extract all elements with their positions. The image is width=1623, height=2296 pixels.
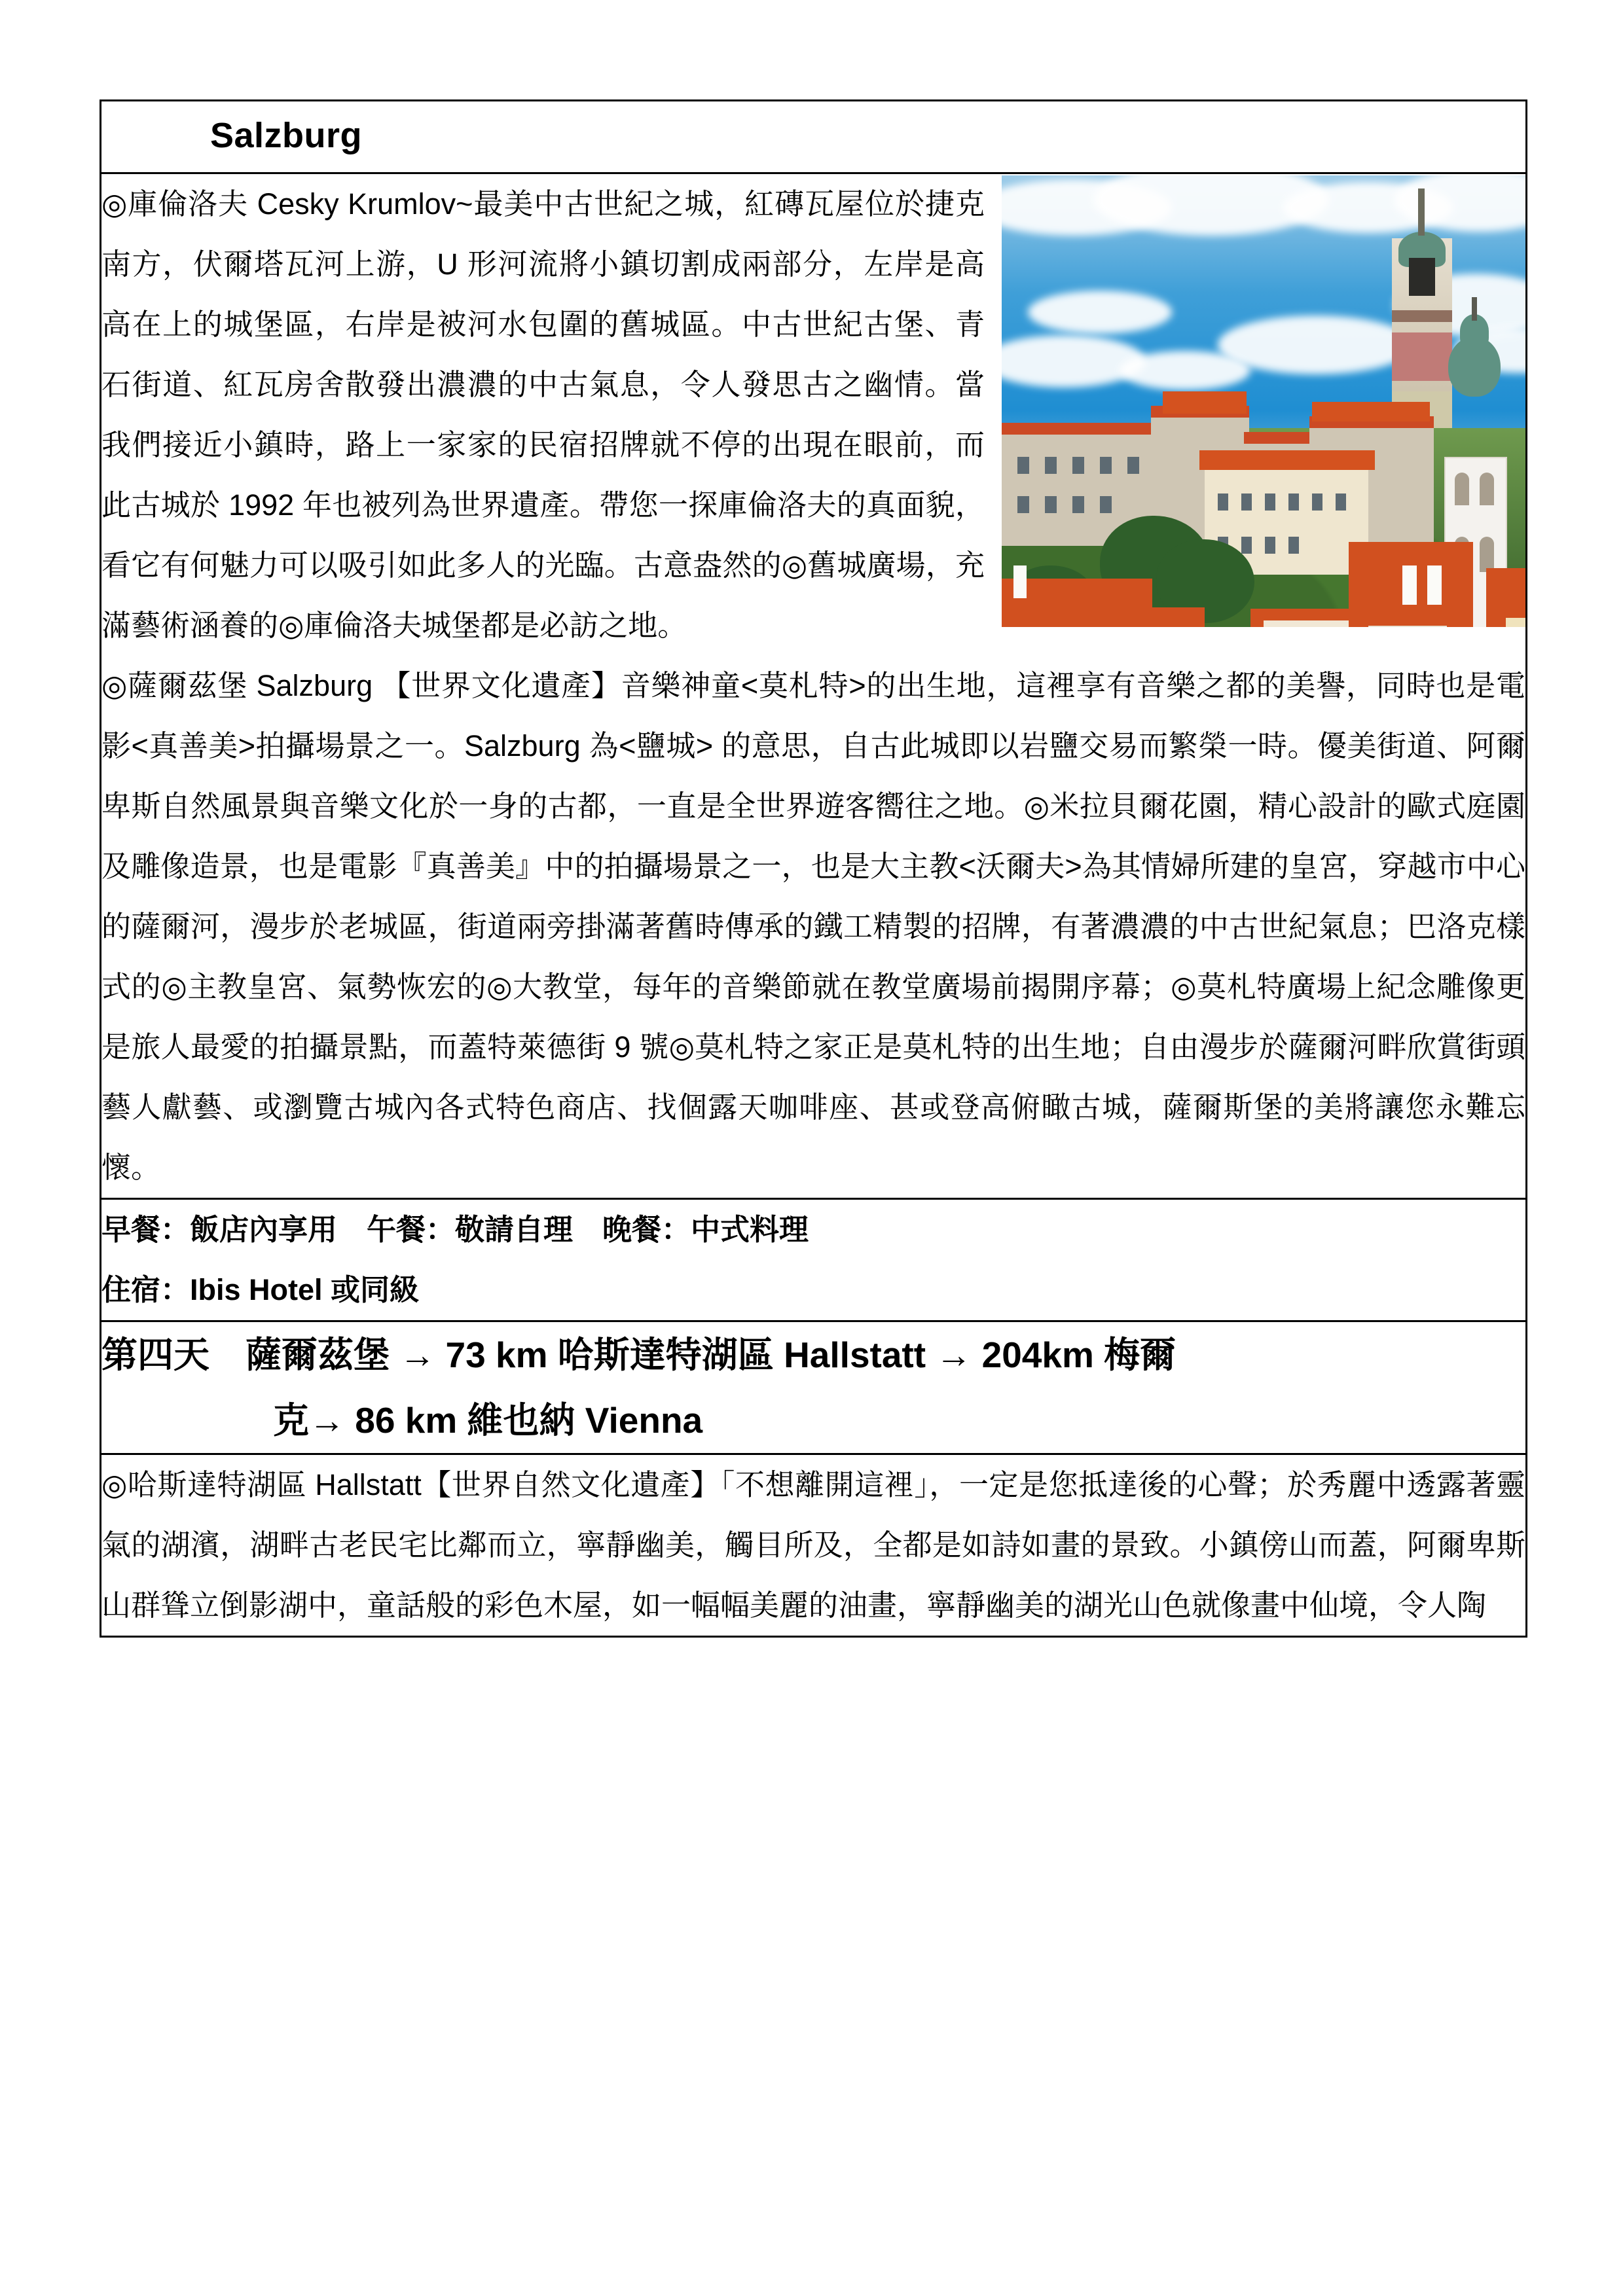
hallstatt-paragraph: ◎哈斯達特湖區 Hallstatt【世界自然文化遺產】「不想離開這裡」，一定是您抵達後的心聲；於秀麗中透露著靈氣的湖濱，湖畔古老民宅比鄰而立，寧靜幽美，觸目所及，全都是如詩如畫的景致。小鎮傍山而蓋，阿爾卑斯山群聳立倒影湖中，童話般的彩色木屋，如一幅幅美麗的油畫，寧靜幽美的湖光山色就像畫中仙境，令人陶 (101, 1468, 1525, 1622)
table-row-hallstatt (101, 1454, 1527, 1637)
table-row-meals (101, 1199, 1527, 1321)
day-heading-line-2: 克→ 86 km 維也納 Vienna (273, 1400, 703, 1441)
itinerary-table (100, 99, 1527, 1638)
page-title: Salzburg (210, 116, 363, 155)
table-row-title (101, 101, 1527, 173)
description-paragraph-2: ◎薩爾茲堡 Salzburg 【世界文化遺產】音樂神童<莫札特>的出生地，這裡享有音樂之都的美譽，同時也是電影<真善美>拍攝場景之一。Salzburg 為<鹽城> 的意思，自古此城即以岩鹽交易而繁榮一時。優美街道、阿爾卑斯自然風景與音樂文化於一身的古都，一直是全世界遊客嚮往之地。◎米拉貝爾花園，精心設計的歐式庭園及雕像造景，也是電影『真善美』中的拍攝場景之一，也是大主教<沃爾夫>為其情婦所建的皇宮，穿越市中心的薩爾河，漫步於老城區，街道兩旁掛滿著舊時傳承的鐵工精製的招牌，有著濃濃的中古世紀氣息；巴洛克樣式的◎主教皇宮、氣勢恢宏的◎大教堂，每年的音樂節就在教堂廣場前揭開序幕；◎莫札特廣場上紀念雕像更是旅人最愛的拍攝景點，而蓋特萊德街 9 號◎莫札特之家正是莫札特的出生地；自由漫步於薩爾河畔欣賞街頭藝人獻藝、或瀏覽古城內各式特色商店、找個露天咖啡座、甚或登高俯瞰古城，薩爾斯堡的美將讓您永難忘懷。 (101, 669, 1525, 1184)
cesky-krumlov-castle-photo (1002, 175, 1525, 627)
description-cell (101, 173, 1527, 1199)
day-heading-cell (101, 1321, 1527, 1454)
table-row-description (101, 173, 1527, 1199)
hallstatt-cell (101, 1454, 1527, 1637)
title-cell (101, 101, 1527, 173)
meals-line: 早餐：飯店內享用 午餐：敬請自理 晚餐：中式料理 (101, 1213, 809, 1246)
meals-cell (101, 1199, 1527, 1321)
table-row-day-heading (101, 1321, 1527, 1454)
day-heading-line-1: 第四天 薩爾茲堡 → 73 km 哈斯達特湖區 Hallstatt → 204km 梅爾 (101, 1335, 1176, 1375)
accommodation-line: 住宿：Ibis Hotel 或同級 (101, 1273, 420, 1306)
description-paragraph-1: ◎庫倫洛夫 Cesky Krumlov~最美中古世紀之城，紅磚瓦屋位於捷克南方，伏爾塔瓦河上游，U 形河流將小鎮切割成兩部分，左岸是高高在上的城堡區，右岸是被河水包圍的舊城區。中古世紀古堡、青石街道、紅瓦房舍散發出濃濃的中古氣息，令人發思古之幽情。當我們接近小鎮時，路上一家家的民宿招牌就不停的出現在眼前，而此古城於 1992 年也被列為世界遺產。帶您一探庫倫洛夫的真面貌，看它有何魅力可以吸引如此多人的光臨。古意盎然的◎舊城廣場，充滿藝術涵養的◎庫倫洛夫城堡都是必訪之地。 (101, 187, 985, 642)
